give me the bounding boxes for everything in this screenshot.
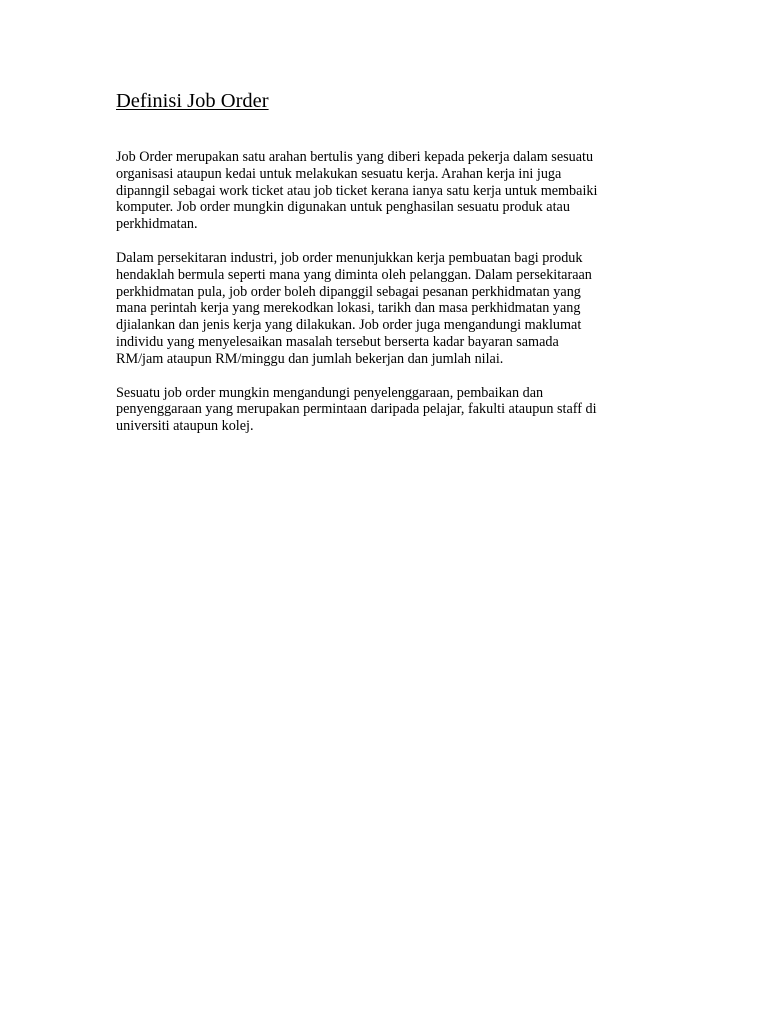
- paragraph-line: Job Order merupakan satu arahan bertulis yang diberi kepada pekerja dalam sesuatu: [116, 149, 594, 165]
- paragraph-line: perkhidmatan.: [116, 216, 198, 233]
- paragraph-industry: [116, 250, 656, 368]
- paragraph-line: universiti ataupun kolej.: [116, 418, 254, 435]
- paragraph-line: Sesuatu job order mungkin mengandungi penyelenggaraan, pembaikan dan: [116, 384, 544, 401]
- paragraph-line: perkhidmatan pula, job order boleh dipanggil sebagai pesanan perkhidmatan yang: [116, 283, 581, 300]
- document-body: [116, 88, 656, 435]
- paragraph-line: individu yang menyelesaikan masalah tersebut berserta kadar bayaran samada: [116, 333, 559, 350]
- paragraph-line: organisasi ataupun kedai untuk melakukan sesuatu kerja. Arahan kerja ini juga: [116, 165, 562, 182]
- paragraph-definition: [116, 149, 656, 233]
- paragraph-line: RM/jam ataupun RM/minggu dan jumlah bekerjan dan jumlah nilai.: [116, 350, 504, 367]
- paragraph-line: mana perintah kerja yang merekodkan lokasi, tarikh dan masa perkhidmatan yang: [116, 300, 581, 317]
- page-title: Definisi Job Order: [116, 90, 269, 112]
- paragraph-line: hendaklah bermula seperti mana yang diminta oleh pelanggan. Dalam persekitaraan: [116, 266, 592, 283]
- paragraph-line: komputer. Job order mungkin digunakan untuk penghasilan sesuatu produk atau: [116, 199, 570, 216]
- paragraph-line: penyenggaraan yang merupakan permintaan daripada pelajar, fakulti ataupun staff di: [116, 401, 597, 418]
- paragraph-maintenance: [116, 385, 656, 435]
- paragraph-line: dipanngil sebagai work ticket atau job ticket kerana ianya satu kerja untuk membaiki: [116, 182, 598, 199]
- paragraph-line: Dalam persekitaran industri, job order menunjukkan kerja pembuatan bagi produk: [116, 249, 583, 266]
- paragraph-line: djialankan dan jenis kerja yang dilakukan. Job order juga mengandungi maklumat: [116, 317, 582, 334]
